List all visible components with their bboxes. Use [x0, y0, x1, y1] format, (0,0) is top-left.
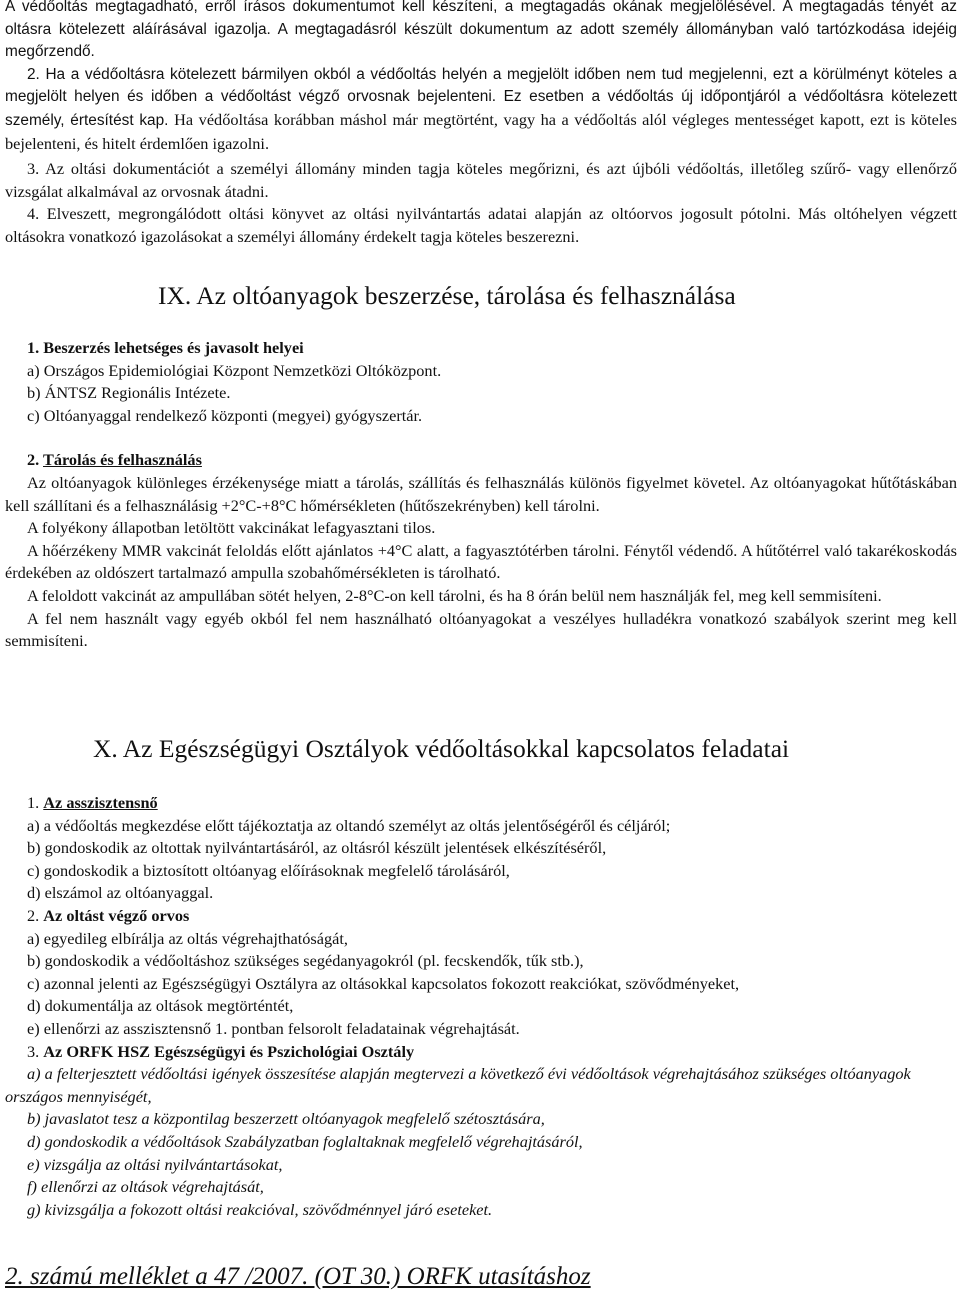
ix-subsection-1-heading	[5, 337, 957, 360]
x-s1-item-b: b) gondoskodik az oltottak nyilvántartásáról, az oltásról készült jelentések elkészítéséről,	[27, 838, 607, 858]
paragraph-2-main: 2. Ha a védőoltásra kötelezett bármilyen okból a védőoltás helyén a megjelölt időben nem tud megjelenni, ezt a körülményt köteles a megjelölt helyen és időben a védőoltást végző orvosnak bejelenteni. Ez esetben a védőoltás új időpontjáról a védőoltásra kötelezett személy, értesítést kap.	[5, 65, 957, 129]
x-s1-item-d: d) elszámol az oltóanyaggal.	[27, 883, 214, 903]
x-subsection-2-heading	[5, 905, 957, 928]
ix-s2-para-4: A feloldott vakcinát az ampullában sötét helyen, 2-8°C-on kell tárolni, és ha 8 órán belül nem használják fel, meg kell semmisíteni.	[27, 585, 882, 605]
x-s3-item-a: a) a felterjesztett védőoltási igények összesítése alapján megtervezi a következő évi védőoltások végrehajtásához szükséges oltóanyagok országos mennyiségét,	[5, 1064, 911, 1106]
ix-s2-para-1: Az oltóanyagok különleges érzékenysége miatt a tárolás, szállítás és felhasználás különös figyelmet követel. Az oltóanyagokat hűtőtáskában kell szállítani és a felhasználásig +2°C-+8°C hőmérsékleten (hűtőszekrényben) kell tárolni.	[5, 472, 957, 515]
x-s1-num: 1.	[27, 793, 44, 812]
ix-s2-para-2: A folyékony állapotban letöltött vakcinákat lefagyasztani tilos.	[27, 518, 436, 538]
ix-s1-item-b: b) ÁNTSZ Regionális Intézete.	[27, 383, 231, 403]
x-s3-item-e: e) vizsgálja az oltási nyilvántartásokat,	[27, 1154, 283, 1174]
section-ix-body	[5, 337, 957, 653]
paragraph-3: 3. Az oltási dokumentációt a személyi állomány minden tagja köteles megőrizni, és azt újbóli védőoltás, illetőleg szűrő- vagy ellenőrző vizsgálat alkalmával az orvosnak átadni.	[5, 159, 957, 201]
x-s3-item-g: g) kivizsgálja a fokozott oltási reakcióval, szövődménnyel járó eseteket.	[27, 1199, 493, 1219]
x-s3-item-f: f) ellenőrzi az oltások végrehajtását,	[27, 1177, 264, 1197]
section-ix-title: IX. Az oltóanyagok beszerzése, tárolása és felhasználása	[158, 281, 736, 310]
x-s2-item-b: b) gondoskodik a védőoltáshoz szükséges segédanyagokról (pl. fecskendők, tűk stb.),	[27, 951, 584, 971]
x-subsection-3-heading	[5, 1041, 957, 1064]
annex-footer-title: 2. számú melléklet a 47 /2007. (OT 30.) ORFK utasításhoz	[5, 1263, 591, 1290]
ix-subsection-2-heading	[5, 449, 957, 472]
ix-s2-para-5: A fel nem használt vagy egyéb okból fel nem használható oltóanyagokat a veszélyes hulladékra vonatkozó szabályok szerint meg kell semmisíteni.	[5, 608, 957, 651]
x-s2-item-e: e) ellenőrzi az asszisztensnő 1. pontban felsorolt feladatainak végrehajtását.	[27, 1018, 520, 1038]
x-s2-item-c: c) azonnal jelenti az Egészségügyi Osztályra az oltásokkal kapcsolatos fokozott reakciókat, szövődményeket,	[27, 973, 740, 993]
x-s2-item-d: d) dokumentálja az oltások megtörténtét,	[27, 996, 294, 1016]
x-s2-title: Az oltást végző orvos	[43, 905, 190, 925]
section-x-title: X. Az Egészségügyi Osztályok védőoltásokkal kapcsolatos feladatai	[93, 734, 790, 763]
ix-s1-item-c: c) Oltóanyaggal rendelkező központi (megyei) gyógyszertár.	[27, 405, 423, 425]
paragraph-4: 4. Elveszett, megrongálódott oltási könyvet az oltási nyilvántartás adatai alapján az oltóorvos jogosult pótolni. Más oltóhelyen végzett oltásokra vonatkozó igazolásokat a személyi állomány érdekelt tagja köteles beszerezni.	[5, 204, 957, 246]
x-s2-num: 2.	[27, 905, 44, 925]
paragraph-2-extra: Ha védőoltása korábban máshol már megtörtént, vagy ha a védőoltás alól végleges mentességet kapott, ezt is köteles bejelenteni, és hitelt érdemlően igazolni.	[5, 109, 957, 153]
top-block-serif	[5, 158, 957, 248]
x-subsection-1-heading	[5, 792, 957, 815]
x-s2-item-a: a) egyedileg elbírálja az oltás végrehajthatóságát,	[27, 928, 348, 948]
ix-s1-num: 1.	[27, 338, 44, 357]
paragraph-refusal: A védőoltás megtagadható, erről írásos dokumentumot kell készíteni, a megtagadás okának megjelölésével. A megtagadás tényét az oltásra kötelezett aláírásával igazolja. A megtagadásról készült dokumentum az adott személy állományban való tartózkodása idejéig megőrzendő.	[5, 0, 957, 61]
spacer	[5, 427, 957, 449]
paragraph-2	[5, 64, 957, 156]
x-s3-item-d: d) gondoskodik a védőoltások Szabályzatban foglaltaknak megfelelő végrehajtásáról,	[27, 1131, 583, 1151]
x-s1-item-a: a) a védőoltás megkezdése előtt tájékoztatja az oltandó személyt az oltás jelentőségéről és céljáról;	[27, 815, 671, 835]
x-s1-title: Az asszisztensnő	[43, 793, 158, 812]
section-x-body	[5, 792, 957, 1221]
x-s3-item-b: b) javaslatot tesz a központilag beszerzett oltóanyagok megfelelő szétosztására,	[27, 1109, 545, 1129]
ix-s2-num: 2.	[27, 450, 43, 470]
top-block	[5, 0, 957, 156]
ix-s2-para-3: A hőérzékeny MMR vakcinát feloldás előtt ajánlatos +4°C alatt, a fagyasztótérben tárolni. Fénytől védendő. A hűtőtérrel való takarékoskodás érdekében az oldószert tartalmazó ampulla szobahőmérsékleten is tárolható.	[5, 540, 957, 583]
ix-s2-title: Tárolás és felhasználás	[43, 450, 202, 470]
x-s3-title: Az ORFK HSZ Egészségügyi és Pszichológiai Osztály	[43, 1041, 415, 1061]
ix-s1-title: Beszerzés lehetséges és javasolt helyei	[43, 338, 304, 357]
ix-s1-item-a: a) Országos Epidemiológiai Központ Nemzetközi Oltóközpont.	[27, 360, 442, 380]
x-s3-num: 3.	[27, 1041, 44, 1061]
x-s1-item-c: c) gondoskodik a biztosított oltóanyag előírásoknak megfelelő tárolásáról,	[27, 860, 510, 880]
